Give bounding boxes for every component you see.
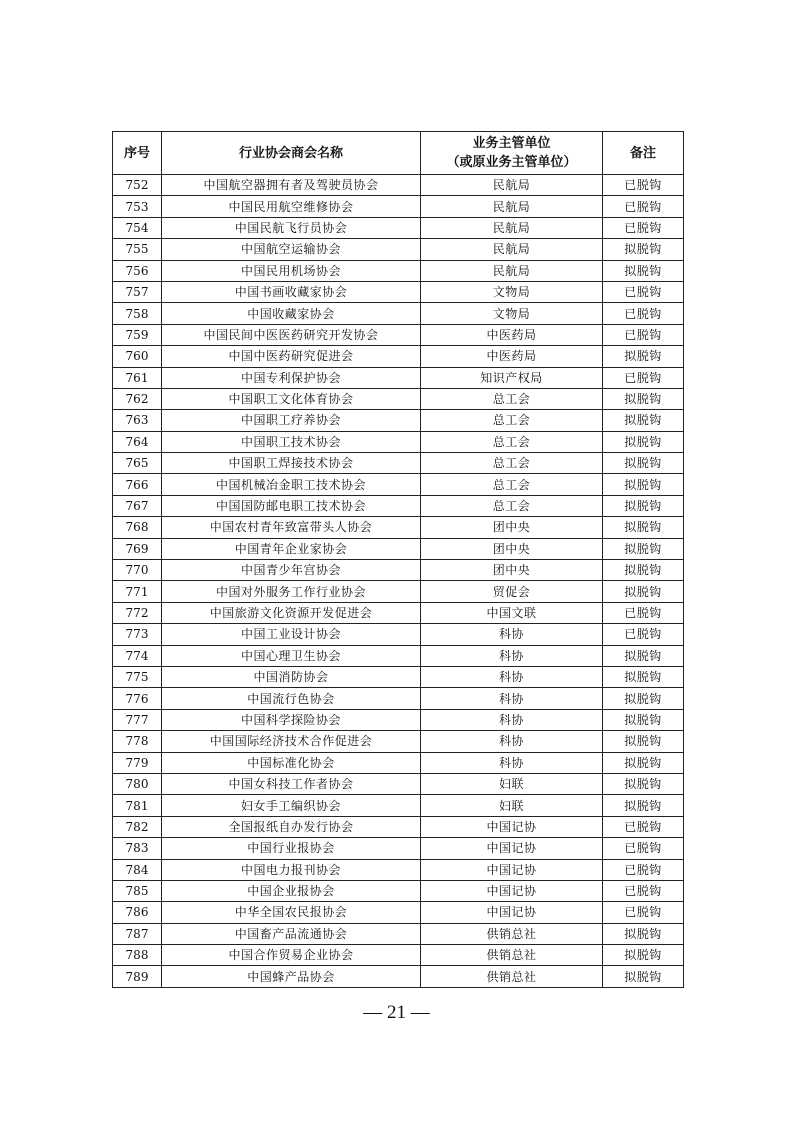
header-department-line2: （或原业务主管单位） bbox=[446, 155, 577, 170]
row-department: 中国记协 bbox=[421, 859, 603, 880]
row-note: 拟脱钩 bbox=[603, 709, 684, 730]
row-index: 771 bbox=[113, 581, 162, 602]
row-index: 779 bbox=[113, 752, 162, 773]
row-note: 拟脱钩 bbox=[603, 688, 684, 709]
row-index: 783 bbox=[113, 838, 162, 859]
row-department: 中医药局 bbox=[421, 324, 603, 345]
table-row bbox=[113, 966, 684, 987]
row-department: 知识产权局 bbox=[421, 367, 603, 388]
row-department: 中国记协 bbox=[421, 816, 603, 837]
row-department: 总工会 bbox=[421, 388, 603, 409]
row-index: 775 bbox=[113, 666, 162, 687]
row-association-name: 中国电力报刊协会 bbox=[162, 859, 421, 880]
row-note: 拟脱钩 bbox=[603, 923, 684, 944]
row-note: 已脱钩 bbox=[603, 367, 684, 388]
table-row bbox=[113, 816, 684, 837]
row-note: 已脱钩 bbox=[603, 303, 684, 324]
table-row bbox=[113, 303, 684, 324]
table-row bbox=[113, 239, 684, 260]
row-index: 762 bbox=[113, 388, 162, 409]
row-department: 中国文联 bbox=[421, 602, 603, 623]
table-row bbox=[113, 666, 684, 687]
table-row bbox=[113, 923, 684, 944]
row-association-name: 中国心理卫生协会 bbox=[162, 645, 421, 666]
table-row bbox=[113, 731, 684, 752]
table-row bbox=[113, 859, 684, 880]
table-row bbox=[113, 773, 684, 794]
table-row bbox=[113, 196, 684, 217]
page-number: — 21 — bbox=[363, 1002, 430, 1023]
row-index: 784 bbox=[113, 859, 162, 880]
row-index: 760 bbox=[113, 346, 162, 367]
row-note: 拟脱钩 bbox=[603, 388, 684, 409]
row-department: 供销总社 bbox=[421, 923, 603, 944]
row-index: 774 bbox=[113, 645, 162, 666]
row-note: 已脱钩 bbox=[603, 196, 684, 217]
row-association-name: 中国书画收藏家协会 bbox=[162, 281, 421, 302]
row-association-name: 中国职工焊接技术协会 bbox=[162, 453, 421, 474]
row-association-name: 中国消防协会 bbox=[162, 666, 421, 687]
row-department: 民航局 bbox=[421, 217, 603, 238]
row-association-name: 中国中医药研究促进会 bbox=[162, 346, 421, 367]
row-note: 已脱钩 bbox=[603, 602, 684, 623]
row-note: 拟脱钩 bbox=[603, 795, 684, 816]
row-association-name: 中国机械冶金职工技术协会 bbox=[162, 474, 421, 495]
row-department: 民航局 bbox=[421, 239, 603, 260]
row-index: 766 bbox=[113, 474, 162, 495]
row-department: 供销总社 bbox=[421, 966, 603, 987]
table-row bbox=[113, 453, 684, 474]
row-index: 756 bbox=[113, 260, 162, 281]
header-department-line1: 业务主管单位 bbox=[472, 136, 551, 151]
row-association-name: 中国民间中医医药研究开发协会 bbox=[162, 324, 421, 345]
row-index: 770 bbox=[113, 560, 162, 581]
row-department: 贸促会 bbox=[421, 581, 603, 602]
row-association-name: 全国报纸自办发行协会 bbox=[162, 816, 421, 837]
row-department: 科协 bbox=[421, 645, 603, 666]
row-note: 拟脱钩 bbox=[603, 495, 684, 516]
row-note: 拟脱钩 bbox=[603, 239, 684, 260]
row-department: 科协 bbox=[421, 731, 603, 752]
row-note: 拟脱钩 bbox=[603, 517, 684, 538]
row-note: 已脱钩 bbox=[603, 324, 684, 345]
row-association-name: 中国工业设计协会 bbox=[162, 624, 421, 645]
row-note: 拟脱钩 bbox=[603, 474, 684, 495]
row-association-name: 中国农村青年致富带头人协会 bbox=[162, 517, 421, 538]
row-index: 772 bbox=[113, 602, 162, 623]
row-department: 民航局 bbox=[421, 196, 603, 217]
row-association-name: 中国国防邮电职工技术协会 bbox=[162, 495, 421, 516]
row-note: 拟脱钩 bbox=[603, 581, 684, 602]
row-association-name: 中国民用机场协会 bbox=[162, 260, 421, 281]
table-row bbox=[113, 367, 684, 388]
row-association-name: 中国标准化协会 bbox=[162, 752, 421, 773]
row-note: 已脱钩 bbox=[603, 281, 684, 302]
row-department: 妇联 bbox=[421, 795, 603, 816]
row-department: 总工会 bbox=[421, 474, 603, 495]
row-note: 拟脱钩 bbox=[603, 560, 684, 581]
row-department: 总工会 bbox=[421, 453, 603, 474]
row-association-name: 中国民航飞行员协会 bbox=[162, 217, 421, 238]
row-department: 民航局 bbox=[421, 260, 603, 281]
row-note: 拟脱钩 bbox=[603, 945, 684, 966]
row-department: 供销总社 bbox=[421, 945, 603, 966]
table-row bbox=[113, 281, 684, 302]
row-note: 已脱钩 bbox=[603, 816, 684, 837]
row-association-name: 中国职工技术协会 bbox=[162, 431, 421, 452]
table-row bbox=[113, 945, 684, 966]
header-index: 序号 bbox=[113, 132, 162, 175]
row-index: 768 bbox=[113, 517, 162, 538]
row-department: 中国记协 bbox=[421, 880, 603, 901]
row-association-name: 中国女科技工作者协会 bbox=[162, 773, 421, 794]
row-index: 786 bbox=[113, 902, 162, 923]
row-association-name: 中国企业报协会 bbox=[162, 880, 421, 901]
table-row bbox=[113, 388, 684, 409]
row-department: 中国记协 bbox=[421, 838, 603, 859]
row-department: 科协 bbox=[421, 709, 603, 730]
table-row bbox=[113, 410, 684, 431]
row-index: 776 bbox=[113, 688, 162, 709]
row-note: 拟脱钩 bbox=[603, 645, 684, 666]
table-row bbox=[113, 688, 684, 709]
header-department bbox=[421, 132, 603, 175]
row-index: 752 bbox=[113, 175, 162, 196]
table-row bbox=[113, 795, 684, 816]
row-note: 已脱钩 bbox=[603, 902, 684, 923]
row-index: 782 bbox=[113, 816, 162, 837]
table-row bbox=[113, 260, 684, 281]
row-index: 758 bbox=[113, 303, 162, 324]
table-row bbox=[113, 838, 684, 859]
table-row bbox=[113, 538, 684, 559]
row-index: 780 bbox=[113, 773, 162, 794]
table-row bbox=[113, 346, 684, 367]
header-name: 行业协会商会名称 bbox=[162, 132, 421, 175]
row-note: 拟脱钩 bbox=[603, 346, 684, 367]
row-note: 拟脱钩 bbox=[603, 410, 684, 431]
row-index: 764 bbox=[113, 431, 162, 452]
row-index: 754 bbox=[113, 217, 162, 238]
row-note: 拟脱钩 bbox=[603, 260, 684, 281]
row-note: 拟脱钩 bbox=[603, 773, 684, 794]
row-index: 755 bbox=[113, 239, 162, 260]
row-department: 团中央 bbox=[421, 560, 603, 581]
row-note: 拟脱钩 bbox=[603, 731, 684, 752]
row-index: 785 bbox=[113, 880, 162, 901]
row-department: 科协 bbox=[421, 688, 603, 709]
row-department: 团中央 bbox=[421, 538, 603, 559]
row-department: 文物局 bbox=[421, 303, 603, 324]
row-department: 科协 bbox=[421, 624, 603, 645]
table-row bbox=[113, 645, 684, 666]
table-row bbox=[113, 902, 684, 923]
row-department: 妇联 bbox=[421, 773, 603, 794]
table-row bbox=[113, 602, 684, 623]
row-index: 767 bbox=[113, 495, 162, 516]
row-note: 已脱钩 bbox=[603, 880, 684, 901]
row-association-name: 中国青少年宫协会 bbox=[162, 560, 421, 581]
table-row bbox=[113, 880, 684, 901]
row-note: 拟脱钩 bbox=[603, 538, 684, 559]
row-association-name: 中国收藏家协会 bbox=[162, 303, 421, 324]
row-index: 788 bbox=[113, 945, 162, 966]
row-index: 765 bbox=[113, 453, 162, 474]
row-department: 文物局 bbox=[421, 281, 603, 302]
row-association-name: 中国国际经济技术合作促进会 bbox=[162, 731, 421, 752]
row-department: 民航局 bbox=[421, 175, 603, 196]
row-index: 753 bbox=[113, 196, 162, 217]
row-note: 拟脱钩 bbox=[603, 666, 684, 687]
table-row bbox=[113, 324, 684, 345]
row-association-name: 中国旅游文化资源开发促进会 bbox=[162, 602, 421, 623]
row-department: 总工会 bbox=[421, 410, 603, 431]
row-department: 总工会 bbox=[421, 431, 603, 452]
row-note: 已脱钩 bbox=[603, 838, 684, 859]
row-index: 761 bbox=[113, 367, 162, 388]
row-association-name: 妇女手工编织协会 bbox=[162, 795, 421, 816]
row-association-name: 中国职工疗养协会 bbox=[162, 410, 421, 431]
row-department: 中国记协 bbox=[421, 902, 603, 923]
row-index: 781 bbox=[113, 795, 162, 816]
row-note: 拟脱钩 bbox=[603, 752, 684, 773]
table-row bbox=[113, 560, 684, 581]
row-association-name: 中国对外服务工作行业协会 bbox=[162, 581, 421, 602]
table-row bbox=[113, 217, 684, 238]
row-association-name: 中国流行色协会 bbox=[162, 688, 421, 709]
row-association-name: 中国合作贸易企业协会 bbox=[162, 945, 421, 966]
row-note: 已脱钩 bbox=[603, 859, 684, 880]
row-index: 769 bbox=[113, 538, 162, 559]
row-note: 已脱钩 bbox=[603, 217, 684, 238]
row-department: 团中央 bbox=[421, 517, 603, 538]
table-header-row bbox=[113, 132, 684, 175]
row-index: 778 bbox=[113, 731, 162, 752]
row-note: 拟脱钩 bbox=[603, 966, 684, 987]
row-association-name: 中国蜂产品协会 bbox=[162, 966, 421, 987]
row-department: 中医药局 bbox=[421, 346, 603, 367]
row-association-name: 中国青年企业家协会 bbox=[162, 538, 421, 559]
row-note: 拟脱钩 bbox=[603, 453, 684, 474]
table-row bbox=[113, 431, 684, 452]
table-row bbox=[113, 624, 684, 645]
table-row bbox=[113, 175, 684, 196]
row-note: 已脱钩 bbox=[603, 175, 684, 196]
table-row bbox=[113, 709, 684, 730]
row-association-name: 中国畜产品流通协会 bbox=[162, 923, 421, 944]
row-association-name: 中国航空运输协会 bbox=[162, 239, 421, 260]
row-note: 已脱钩 bbox=[603, 624, 684, 645]
row-index: 787 bbox=[113, 923, 162, 944]
table-row bbox=[113, 495, 684, 516]
table-row bbox=[113, 474, 684, 495]
row-index: 757 bbox=[113, 281, 162, 302]
row-association-name: 中国专利保护协会 bbox=[162, 367, 421, 388]
row-association-name: 中国民用航空维修协会 bbox=[162, 196, 421, 217]
row-association-name: 中国行业报协会 bbox=[162, 838, 421, 859]
row-association-name: 中国职工文化体育协会 bbox=[162, 388, 421, 409]
row-association-name: 中国航空器拥有者及驾驶员协会 bbox=[162, 175, 421, 196]
row-department: 总工会 bbox=[421, 495, 603, 516]
table-row bbox=[113, 581, 684, 602]
row-department: 科协 bbox=[421, 752, 603, 773]
row-index: 759 bbox=[113, 324, 162, 345]
row-association-name: 中华全国农民报协会 bbox=[162, 902, 421, 923]
row-department: 科协 bbox=[421, 666, 603, 687]
association-table-container bbox=[112, 131, 683, 988]
row-index: 763 bbox=[113, 410, 162, 431]
row-index: 773 bbox=[113, 624, 162, 645]
row-index: 789 bbox=[113, 966, 162, 987]
header-note: 备注 bbox=[603, 132, 684, 175]
row-index: 777 bbox=[113, 709, 162, 730]
association-table bbox=[112, 131, 684, 988]
row-note: 拟脱钩 bbox=[603, 431, 684, 452]
row-association-name: 中国科学探险协会 bbox=[162, 709, 421, 730]
table-row bbox=[113, 752, 684, 773]
table-row bbox=[113, 517, 684, 538]
